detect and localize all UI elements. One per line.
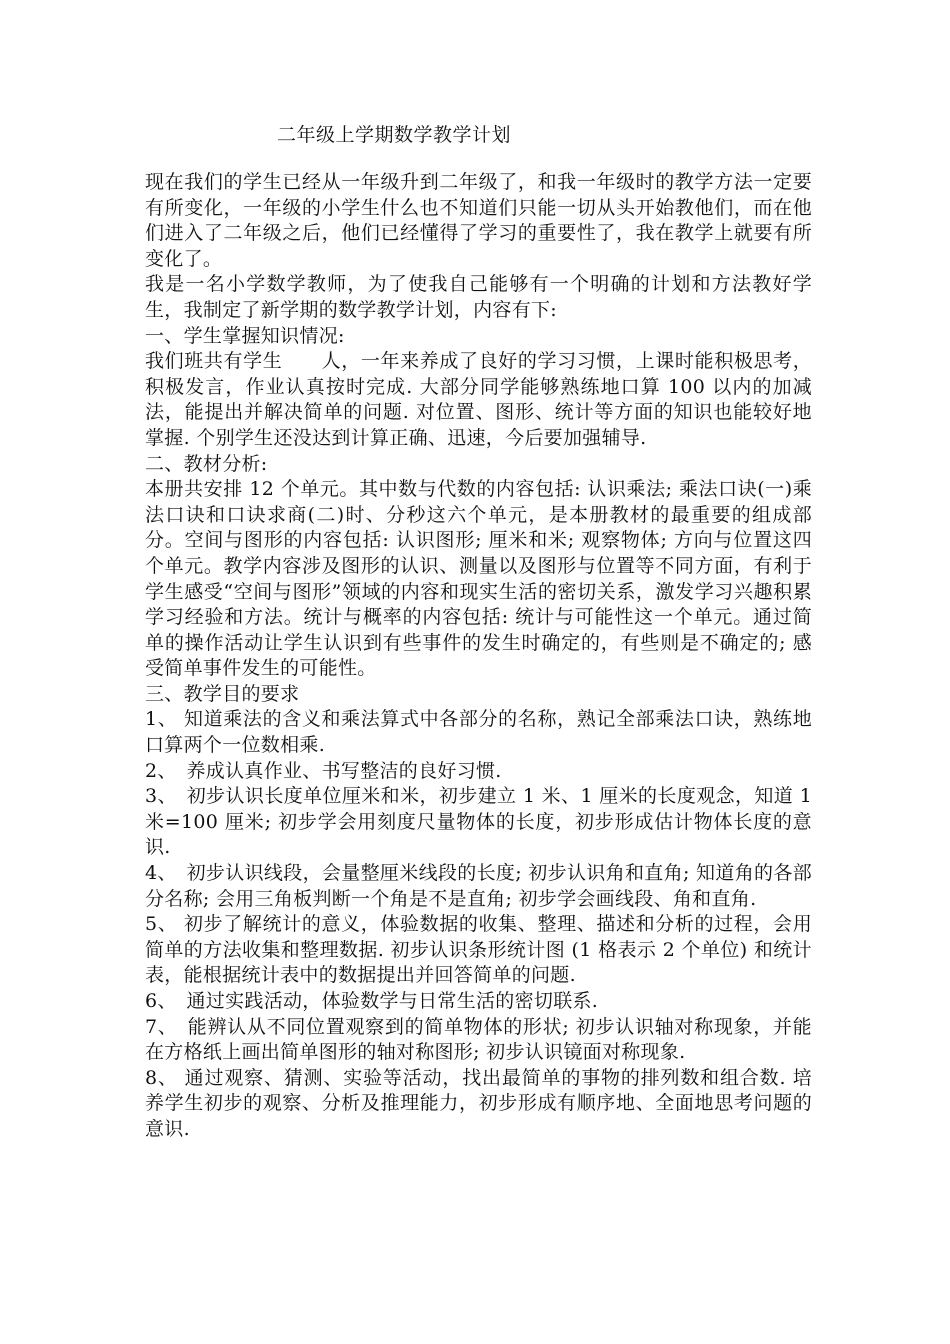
section-heading-teaching-goals: 三、教学目的要求 — [145, 682, 300, 705]
section-heading-student-knowledge: 一、学生掌握知识情况: — [145, 324, 345, 347]
textbook-analysis-paragraph: 本册共安排 12 个单元。其中数与代数的内容包括: 认识乘法; 乘法口诀(一)乘法口诀和口诀求商(二)时、分秒这六个单元，是本册教材的最重要的组成部分。空间与图形的内容包括: 认识图形; 厘米和米; 观察物体; 方向与位置这四个单元。教学内容涉及图形的认识、测量以及图形与位置等不同方面，有利于学生感受“空间与图形”领域的内容和现实生活的密切关系，激发学习兴趣积累学习经验和方法。统计与概率的内容包括: 统计与可能性这一个单元。通过简单的操作活动让学生认识到有些事件的发生时确定的，有些则是不确定的; 感受简单事件发生的可能性。 — [145, 478, 812, 680]
goal-item-1: 1、 知道乘法的含义和乘法算式中各部分的名称，熟记全部乘法口诀，熟练地口算两个一位数相乘. — [145, 708, 812, 757]
goal-item-5: 5、 初步了解统计的意义，体验数据的收集、整理、描述和分析的过程，会用简单的方法收集和整理数据. 初步认识条形统计图 (1 格表示 2 个单位) 和统计表，能根据统计表中的数据提出并回答简单的问题. — [145, 913, 812, 987]
document-body — [145, 170, 812, 1143]
goal-item-2: 2、 养成认真作业、书写整洁的良好习惯. — [145, 759, 502, 782]
section-heading-textbook-analysis: 二、教材分析: — [145, 452, 268, 475]
teacher-plan-paragraph: 我是一名小学数学教师，为了使我自己能够有一个明确的计划和方法教好学生，我制定了新学期的数学教学计划，内容有下: — [145, 273, 812, 321]
document-title: 二年级上学期数学教学计划 — [277, 124, 512, 146]
goal-item-7: 7、 能辨认从不同位置观察到的简单物体的形状; 初步认识轴对称现象，并能在方格纸上画出简单图形的轴对称图形; 初步认识镜面对称现象. — [145, 1015, 812, 1064]
intro-paragraph: 现在我们的学生已经从一年级升到二年级了，和我一年级时的教学方法一定要有所变化，一年级的小学生什么也不知道们只能一切从头开始教他们，而在他们进入了二年级之后，他们已经懂得了学习的重要性了，我在教学上就要有所变化了。 — [145, 171, 812, 270]
goal-item-8: 8、 通过观察、猜测、实验等活动，找出最简单的事物的排列数和组合数. 培养学生初步的观察、分析及推理能力，初步形成有顺序地、全面地思考问题的意识. — [145, 1066, 812, 1140]
student-knowledge-paragraph: 我们班共有学生 人，一年来养成了良好的学习习惯，上课时能积极思考，积极发言，作业认真按时完成. 大部分同学能够熟练地口算 100 以内的加减法，能提出并解决简单的问题. 对位置、图形、统计等方面的知识也能较好地掌握. 个别学生还没达到计算正确、迅速，今后要加强辅导. — [145, 350, 812, 449]
goal-item-3: 3、 初步认识长度单位厘米和米，初步建立 1 米、1 厘米的长度观念，知道 1 米=100 厘米; 初步学会用刻度尺量物体的长度，初步形成估计物体长度的意识. — [145, 785, 812, 859]
goal-item-4: 4、 初步认识线段，会量整厘米线段的长度; 初步认识角和直角; 知道角的各部分名称; 会用三角板判断一个角是不是直角; 初步学会画线段、角和直角. — [145, 862, 812, 910]
goal-item-6: 6、 通过实践活动，体验数学与日常生活的密切联系. — [145, 990, 599, 1012]
